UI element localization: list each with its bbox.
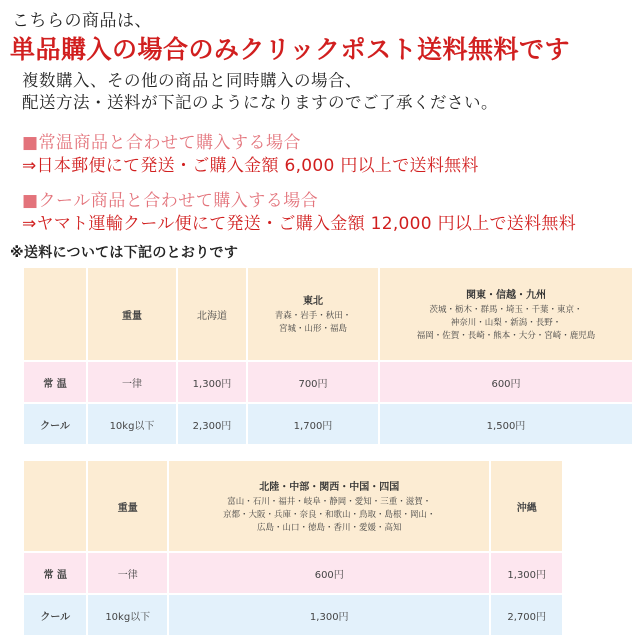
tohoku-prefectures bbox=[248, 310, 378, 336]
prefecture-line: 茨城・栃木・群馬・埼玉・千葉・東京・ bbox=[429, 304, 583, 315]
row-label-cool: クール bbox=[24, 595, 86, 635]
cell-region: 1,300円 bbox=[169, 595, 489, 635]
cell-region: 600円 bbox=[169, 553, 489, 593]
shipping-rate-table-1 bbox=[22, 266, 634, 446]
table-header-row bbox=[24, 268, 632, 360]
section-heading-cool: ■クール商品と合わせて購入する場合 bbox=[22, 191, 319, 211]
row-label-jo: 常 温 bbox=[24, 553, 86, 593]
prefecture-line: 福岡・佐賀・長崎・熊本・大分・宮崎・鹿児島 bbox=[416, 330, 596, 341]
cell-weight: 10kg以下 bbox=[88, 404, 176, 444]
table-header-row bbox=[24, 461, 562, 551]
table-row bbox=[24, 362, 632, 402]
section-heading-jo: ■常温商品と合わせて購入する場合 bbox=[22, 133, 302, 153]
headline: 単品購入の場合のみクリックポスト送料無料です bbox=[10, 35, 571, 64]
prefecture-line: 神奈川・山梨・新潟・長野・ bbox=[450, 317, 562, 328]
header-blank bbox=[24, 268, 86, 360]
kanto-prefectures bbox=[380, 304, 632, 343]
table-row bbox=[24, 595, 562, 635]
notice-paragraph bbox=[22, 70, 498, 114]
header-okinawa: 沖縄 bbox=[491, 461, 562, 551]
notice-line: 配送方法・送料が下記のようになりますのでご了承ください。 bbox=[22, 93, 498, 112]
kanto-title: 関東・信越・九州 bbox=[466, 289, 546, 301]
intro-text: こちらの商品は、 bbox=[12, 11, 152, 31]
prefecture-line: 富山・石川・福井・岐阜・静岡・愛知・三重・滋賀・ bbox=[227, 496, 432, 507]
prefecture-line: 青森・岩手・秋田・ bbox=[274, 311, 352, 321]
header-tohoku bbox=[248, 268, 378, 360]
cell-tohoku: 700円 bbox=[248, 362, 378, 402]
header-hokkaido: 北海道 bbox=[178, 268, 246, 360]
row-label-jo: 常 温 bbox=[24, 362, 86, 402]
cell-okinawa: 1,300円 bbox=[491, 553, 562, 593]
cell-hokkaido: 1,300円 bbox=[178, 362, 246, 402]
table-row bbox=[24, 404, 632, 444]
section-line-jo: ⇒日本郵便にて発送・ご購入金額 6,000 円以上で送料無料 bbox=[22, 156, 479, 176]
header-weight: 重量 bbox=[88, 461, 167, 551]
cell-okinawa: 2,700円 bbox=[491, 595, 562, 635]
region-prefectures bbox=[169, 496, 489, 535]
tohoku-title: 東北 bbox=[303, 296, 323, 307]
cell-kanto: 1,500円 bbox=[380, 404, 632, 444]
cell-tohoku: 1,700円 bbox=[248, 404, 378, 444]
section-line-cool: ⇒ヤマト運輸クール便にて発送・ご購入金額 12,000 円以上で送料無料 bbox=[22, 214, 576, 234]
row-label-cool: クール bbox=[24, 404, 86, 444]
table-row bbox=[24, 553, 562, 593]
shipping-note: ※送料については下記のとおりです bbox=[10, 245, 239, 261]
cell-weight: 一律 bbox=[88, 553, 167, 593]
prefecture-line: 京都・大阪・兵庫・奈良・和歌山・鳥取・島根・岡山・ bbox=[222, 509, 436, 520]
header-region bbox=[169, 461, 489, 551]
notice-line: 複数購入、その他の商品と同時購入の場合、 bbox=[22, 71, 362, 90]
header-kanto bbox=[380, 268, 632, 360]
prefecture-line: 宮城・山形・福島 bbox=[278, 324, 347, 334]
region-title: 北陸・中部・関西・中国・四国 bbox=[259, 481, 400, 493]
prefecture-line: 広島・山口・徳島・香川・愛媛・高知 bbox=[256, 522, 402, 533]
cell-weight: 10kg以下 bbox=[88, 595, 167, 635]
header-blank bbox=[24, 461, 86, 551]
cell-weight: 一律 bbox=[88, 362, 176, 402]
shipping-rate-table-2 bbox=[22, 459, 564, 637]
cell-hokkaido: 2,300円 bbox=[178, 404, 246, 444]
cell-kanto: 600円 bbox=[380, 362, 632, 402]
header-weight: 重量 bbox=[88, 268, 176, 360]
